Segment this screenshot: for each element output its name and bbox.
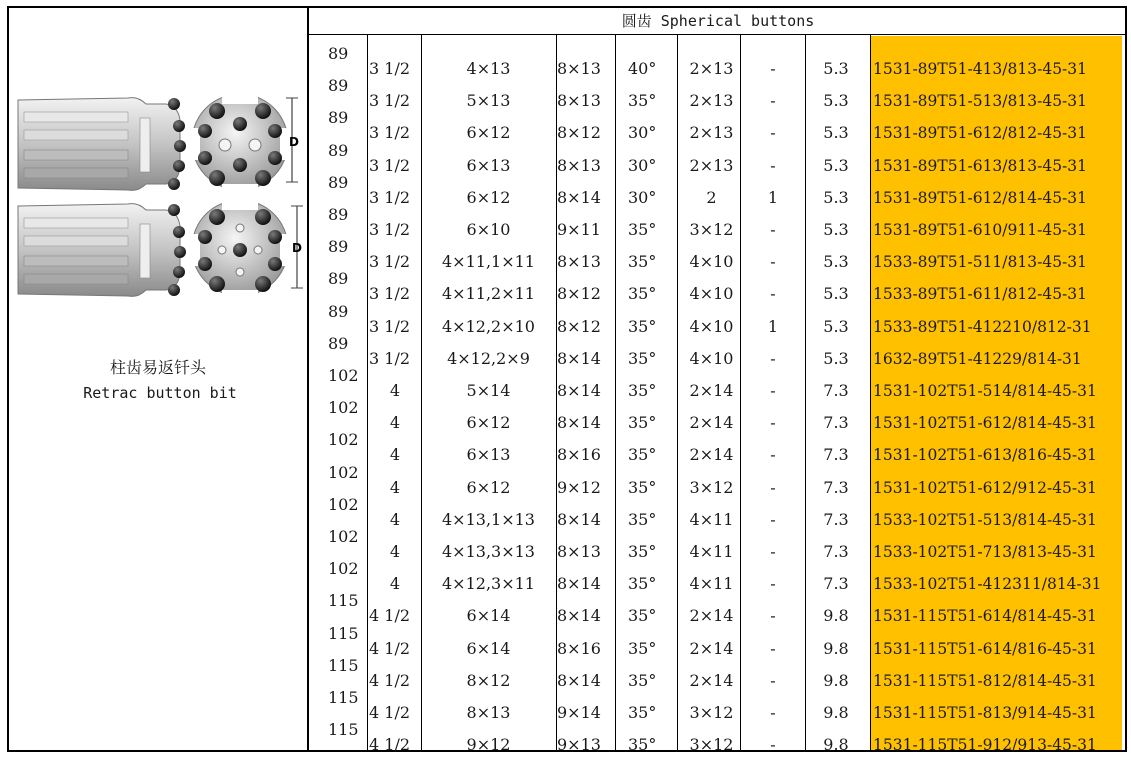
- header-title: 圆齿 Spherical buttons: [621, 11, 815, 30]
- gauge-cell: 8×14: [557, 413, 601, 433]
- diameter-cell: 102: [328, 398, 359, 418]
- gauge-cell: 8×14: [557, 348, 601, 368]
- buttons-cell: 8×13: [466, 703, 511, 722]
- inch-cell: 3 1/2: [369, 91, 411, 111]
- angle-cell: 35°: [628, 542, 657, 561]
- diameter-cell: 89: [328, 205, 349, 224]
- diameter-cell: 115: [328, 623, 359, 643]
- inch-cell: 4: [389, 413, 401, 433]
- gauge-cell: 8×14: [557, 187, 601, 207]
- diameter-cell: 89: [328, 76, 349, 96]
- part-number-cell: 1533-102T51-513/814-45-31: [873, 510, 1097, 529]
- column-divider: [677, 35, 678, 752]
- angle-cell: 35°: [628, 284, 657, 304]
- front-cell: 2: [706, 187, 717, 207]
- gauge-cell: 8×12: [557, 123, 601, 143]
- part-number-cell: 1533-102T51-412311/814-31: [873, 575, 1102, 594]
- buttons-cell: 6×10: [466, 220, 511, 239]
- front-cell: 3×12: [689, 703, 734, 722]
- weight-cell: 5.3: [823, 220, 849, 239]
- part-number-cell: 1531-102T51-613/816-45-31: [873, 446, 1097, 465]
- angle-cell: 35°: [628, 413, 657, 433]
- weight-cell: 7.3: [823, 413, 849, 433]
- gauge-cell: 8×12: [557, 284, 601, 304]
- weight-cell: 5.3: [823, 284, 849, 304]
- gauge-cell: 8×13: [557, 252, 601, 272]
- angle-cell: 35°: [628, 348, 657, 368]
- buttons-cell: 4×12,3×11: [442, 574, 535, 594]
- shirt-cell: -: [770, 348, 776, 368]
- diameter-cell: 89: [328, 172, 349, 192]
- inch-cell: 3 1/2: [369, 220, 411, 239]
- buttons-cell: 5×14: [466, 381, 511, 400]
- weight-cell: 5.3: [823, 59, 849, 78]
- angle-cell: 35°: [628, 509, 657, 529]
- weight-cell: 7.3: [823, 509, 849, 529]
- diameter-cell: 89: [328, 333, 349, 353]
- inch-cell: 4: [389, 509, 401, 529]
- part-number-cell: 1531-115T51-614/816-45-31: [873, 639, 1097, 658]
- angle-cell: 35°: [628, 606, 657, 626]
- column-divider: [615, 35, 616, 752]
- shirt-cell: 1: [767, 316, 779, 336]
- part-number-cell: 1531-89T51-613/813-45-31: [873, 156, 1088, 175]
- part-number-cell: 1533-102T51-713/813-45-31: [873, 543, 1097, 561]
- inch-cell: 4: [389, 542, 401, 561]
- part-number-cell: 1533-89T51-611/812-45-31: [873, 285, 1088, 304]
- diameter-cell: 115: [328, 591, 359, 611]
- gauge-cell: 8×13: [557, 59, 601, 78]
- gauge-cell: 8×14: [557, 606, 601, 626]
- part-number-cell: 1531-102T51-514/814-45-31: [873, 382, 1097, 400]
- weight-cell: 5.3: [823, 348, 849, 368]
- inch-cell: 4: [389, 381, 401, 400]
- shirt-cell: -: [770, 123, 776, 143]
- bit-side-view-icon: [18, 98, 186, 191]
- shirt-cell: -: [770, 91, 776, 111]
- angle-cell: 35°: [628, 477, 657, 497]
- inch-cell: 4 1/2: [369, 735, 411, 755]
- gauge-cell: 8×14: [557, 670, 601, 690]
- shirt-cell: -: [770, 606, 776, 626]
- weight-cell: 9.8: [823, 606, 849, 626]
- column-divider: [870, 35, 871, 752]
- diameter-cell: 102: [328, 494, 359, 514]
- buttons-cell: 6×12: [466, 477, 511, 497]
- diameter-cell: 102: [328, 527, 359, 546]
- bit-side-view-icon: [18, 204, 186, 297]
- part-number-cell: 1531-102T51-612/814-45-31: [873, 414, 1097, 433]
- weight-cell: 5.3: [823, 155, 849, 175]
- weight-cell: 5.3: [823, 123, 849, 143]
- bit-face-view-icon: [188, 90, 299, 198]
- shirt-cell: -: [770, 59, 776, 78]
- part-number-cell: 1531-89T51-612/814-45-31: [873, 188, 1088, 207]
- angle-cell: 30°: [628, 155, 657, 175]
- column-divider: [367, 35, 368, 752]
- part-number-cell: 1533-89T51-511/813-45-31: [873, 253, 1088, 272]
- inch-cell: 3 1/2: [369, 187, 411, 207]
- inch-cell: 3 1/2: [369, 123, 411, 143]
- gauge-cell: 8×16: [557, 638, 601, 658]
- part-number-cell: 1531-115T51-912/913-45-31: [873, 736, 1097, 755]
- part-number-cell: 1531-89T51-612/812-45-31: [873, 124, 1088, 143]
- buttons-cell: 4×12,2×10: [442, 316, 535, 336]
- front-cell: 3×12: [689, 735, 734, 755]
- diameter-cell: 89: [328, 269, 349, 289]
- product-name-en: Retrac button bit: [83, 384, 237, 402]
- weight-cell: 7.3: [823, 542, 849, 561]
- front-cell: 4×10: [689, 284, 734, 304]
- angle-cell: 35°: [628, 381, 657, 400]
- gauge-cell: 9×11: [557, 220, 601, 239]
- part-number-cell: 1632-89T51-41229/814-31: [873, 349, 1082, 368]
- weight-cell: 7.3: [823, 477, 849, 497]
- diameter-cell: 89: [328, 237, 349, 257]
- front-cell: 4×10: [689, 252, 734, 272]
- inch-cell: 3 1/2: [369, 284, 411, 304]
- weight-cell: 7.3: [823, 445, 849, 465]
- front-cell: 2×14: [689, 413, 734, 433]
- angle-cell: 35°: [628, 735, 657, 755]
- front-cell: 3×12: [689, 477, 734, 497]
- buttons-cell: 4×11,1×11: [442, 252, 535, 272]
- weight-cell: 7.3: [823, 381, 849, 400]
- shirt-cell: -: [770, 220, 776, 239]
- buttons-cell: 6×14: [466, 638, 511, 658]
- diameter-cell: 115: [328, 655, 359, 675]
- angle-cell: 35°: [628, 670, 657, 690]
- diameter-cell: 115: [328, 720, 359, 740]
- gauge-cell: 8×13: [557, 155, 601, 175]
- weight-cell: 5.3: [823, 316, 849, 336]
- buttons-cell: 4×13,1×13: [442, 509, 535, 529]
- buttons-cell: 6×13: [466, 155, 511, 175]
- diameter-cell: 102: [328, 559, 359, 579]
- front-cell: 4×11: [689, 574, 734, 594]
- shirt-cell: -: [770, 670, 776, 690]
- angle-cell: 35°: [628, 703, 657, 722]
- buttons-cell: 8×12: [466, 670, 511, 690]
- diameter-cell: 89: [328, 108, 349, 128]
- inch-cell: 3 1/2: [369, 252, 411, 272]
- front-cell: 2×13: [689, 155, 734, 175]
- part-number-cell: 1533-89T51-412210/812-31: [873, 317, 1092, 336]
- shirt-cell: -: [770, 509, 776, 529]
- inch-cell: 4: [389, 445, 401, 465]
- shirt-cell: -: [770, 542, 776, 561]
- gauge-cell: 8×13: [557, 542, 601, 561]
- shirt-cell: -: [770, 735, 776, 755]
- diameter-cell: 89: [328, 301, 349, 321]
- inch-cell: 4: [389, 574, 401, 594]
- angle-cell: 35°: [628, 445, 657, 465]
- gauge-cell: 8×14: [557, 509, 601, 529]
- buttons-cell: 4×11,2×11: [442, 284, 535, 304]
- buttons-cell: 6×12: [466, 123, 511, 143]
- front-cell: 3×12: [689, 220, 734, 239]
- diameter-cell: 102: [328, 430, 359, 450]
- part-number-cell: 1531-115T51-614/814-45-31: [873, 607, 1097, 626]
- buttons-cell: 6×14: [466, 606, 511, 626]
- shirt-cell: -: [770, 155, 776, 175]
- gauge-cell: 8×12: [557, 316, 601, 336]
- weight-cell: 7.3: [823, 574, 849, 594]
- front-cell: 2×14: [689, 381, 734, 400]
- angle-cell: 35°: [628, 574, 657, 594]
- angle-cell: 35°: [628, 252, 657, 272]
- buttons-cell: 4×12,2×9: [447, 348, 530, 368]
- shirt-cell: -: [770, 413, 776, 433]
- buttons-cell: 4×13: [466, 59, 511, 78]
- front-cell: 2×14: [689, 445, 734, 465]
- shirt-cell: -: [770, 445, 776, 465]
- buttons-cell: 6×12: [466, 413, 511, 433]
- gauge-cell: 9×12: [557, 477, 601, 497]
- front-cell: 2×14: [689, 606, 734, 626]
- inch-cell: 3 1/2: [369, 59, 411, 78]
- shirt-cell: -: [770, 703, 776, 722]
- buttons-cell: 5×13: [466, 91, 511, 111]
- diameter-cell: 102: [328, 366, 359, 385]
- angle-cell: 35°: [628, 91, 657, 111]
- shirt-cell: -: [770, 574, 776, 594]
- inch-cell: 3 1/2: [369, 155, 411, 175]
- shirt-cell: -: [770, 477, 776, 497]
- shirt-cell: -: [770, 381, 776, 400]
- front-cell: 2×13: [689, 123, 734, 143]
- diameter-cell: 102: [328, 462, 359, 482]
- diameter-label: D: [289, 135, 299, 149]
- buttons-cell: 9×12: [466, 735, 511, 755]
- part-number-cell: 1531-115T51-813/914-45-31: [873, 704, 1097, 722]
- inch-cell: 4 1/2: [369, 606, 411, 626]
- front-cell: 2×13: [689, 59, 734, 78]
- angle-cell: 35°: [628, 638, 657, 658]
- part-number-cell: 1531-89T51-610/911-45-31: [873, 221, 1088, 239]
- weight-cell: 5.3: [823, 91, 849, 111]
- angle-cell: 30°: [628, 187, 657, 207]
- inch-cell: 3 1/2: [369, 316, 411, 336]
- front-cell: 4×10: [689, 316, 734, 336]
- buttons-cell: 4×13,3×13: [442, 542, 535, 561]
- product-name-cn: 柱齿易返钎头: [109, 358, 206, 377]
- gauge-cell: 8×16: [557, 445, 601, 465]
- angle-cell: 40°: [628, 59, 657, 78]
- bit-face-view-icon: [188, 196, 303, 300]
- buttons-cell: 6×12: [466, 187, 511, 207]
- angle-cell: 35°: [628, 316, 657, 336]
- diameter-cell: 89: [328, 140, 349, 160]
- front-cell: 4×11: [689, 509, 734, 529]
- part-number-cell: 1531-89T51-413/813-45-31: [873, 60, 1088, 78]
- diameter-cell: 115: [328, 688, 359, 707]
- front-cell: 4×10: [689, 348, 734, 368]
- inch-cell: 3 1/2: [369, 348, 411, 368]
- gauge-cell: 8×14: [557, 574, 601, 594]
- gauge-cell: 9×13: [557, 735, 601, 755]
- weight-cell: 5.3: [823, 252, 849, 272]
- gauge-cell: 9×14: [557, 703, 601, 722]
- gauge-cell: 8×13: [557, 91, 601, 111]
- inch-cell: 4 1/2: [369, 638, 411, 658]
- inch-cell: 4 1/2: [369, 703, 411, 722]
- shirt-cell: 1: [767, 187, 779, 207]
- weight-cell: 9.8: [823, 638, 849, 658]
- shirt-cell: -: [770, 284, 776, 304]
- inch-cell: 4: [389, 477, 401, 497]
- weight-cell: 9.8: [823, 703, 849, 722]
- front-cell: 2×14: [689, 670, 734, 690]
- weight-cell: 5.3: [823, 187, 849, 207]
- buttons-cell: 6×13: [466, 445, 511, 465]
- part-number-cell: 1531-115T51-812/814-45-31: [873, 671, 1097, 690]
- part-number-cell: 1531-89T51-513/813-45-31: [873, 92, 1088, 111]
- shirt-cell: -: [770, 252, 776, 272]
- bit-drawings: [0, 0, 309, 300]
- table-header: [309, 6, 1127, 35]
- part-number-cell: 1531-102T51-612/912-45-31: [873, 478, 1097, 497]
- diameter-cell: 89: [328, 44, 349, 63]
- front-cell: 2×13: [689, 91, 734, 111]
- angle-cell: 30°: [628, 123, 657, 143]
- weight-cell: 9.8: [823, 735, 849, 755]
- front-cell: 2×14: [689, 638, 734, 658]
- shirt-cell: -: [770, 638, 776, 658]
- angle-cell: 35°: [628, 220, 657, 239]
- front-cell: 4×11: [689, 542, 734, 561]
- inch-cell: 4 1/2: [369, 670, 411, 690]
- gauge-cell: 8×14: [557, 381, 601, 400]
- diameter-label: D: [292, 241, 302, 255]
- weight-cell: 9.8: [823, 670, 849, 690]
